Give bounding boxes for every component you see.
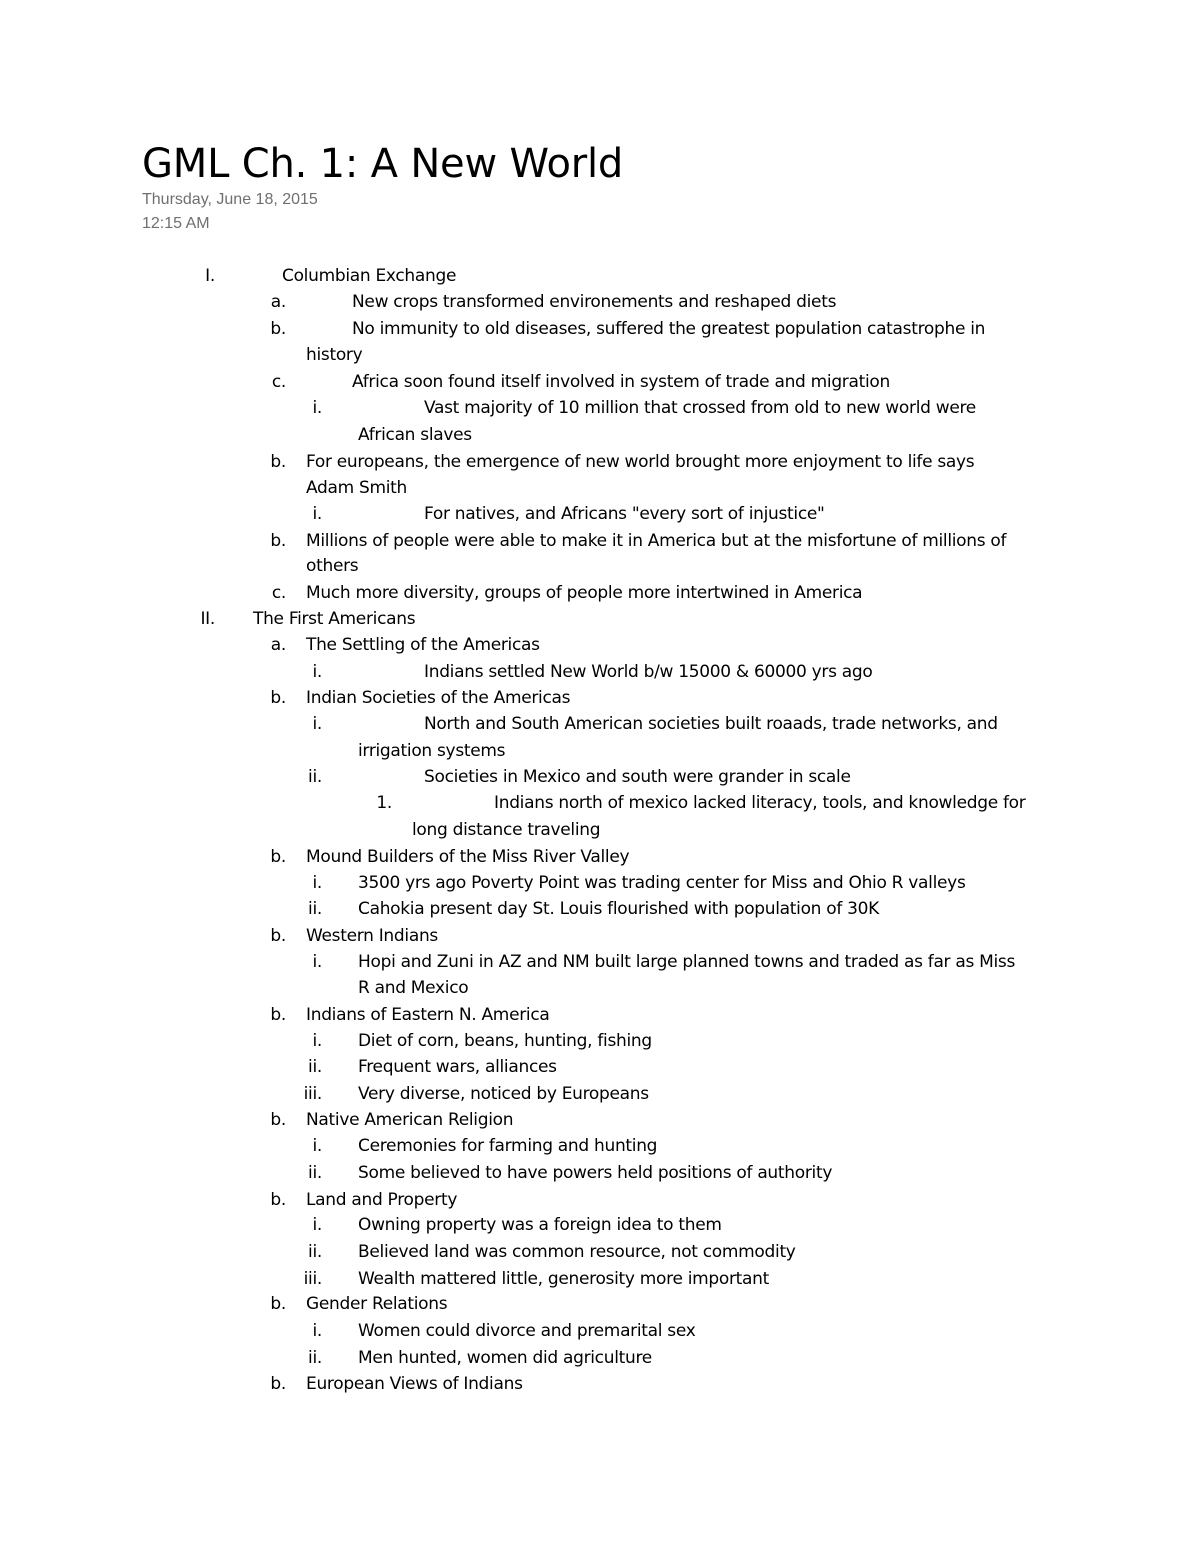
outline-marker: i. [312, 952, 322, 972]
outline-marker: i. [312, 1215, 322, 1235]
outline-marker: b. [270, 1374, 286, 1394]
outline-text: Owning property was a foreign idea to them [358, 1215, 722, 1235]
outline-marker: i. [312, 1031, 322, 1051]
outline-marker: a. [270, 635, 286, 655]
outline-text: 3500 yrs ago Poverty Point was trading center for Miss and Ohio R valleys [358, 873, 966, 893]
outline-marker: b. [270, 926, 286, 946]
outline-text: North and South American societies built roaads, trade networks, and [424, 714, 998, 734]
outline-text: Ceremonies for farming and hunting [358, 1136, 658, 1156]
outline-text: R and Mexico [358, 978, 469, 998]
outline-text: For natives, and Africans "every sort of injustice" [424, 504, 825, 524]
outline-text: African slaves [358, 425, 472, 445]
outline-text: Diet of corn, beans, hunting, fishing [358, 1031, 652, 1051]
outline-text: Indian Societies of the Americas [306, 688, 571, 708]
outline-text: Adam Smith [306, 478, 408, 498]
outline-text: Mound Builders of the Miss River Valley [306, 847, 630, 867]
outline-marker: ii. [308, 767, 322, 787]
outline-text: Some believed to have powers held positions of authority [358, 1163, 833, 1183]
outline-text: others [306, 556, 359, 576]
outline-text: Frequent wars, alliances [358, 1057, 557, 1077]
outline-marker: iii. [303, 1084, 322, 1104]
outline-marker: i. [312, 873, 322, 893]
outline-text: Indians of Eastern N. America [306, 1005, 550, 1025]
outline-marker: b. [270, 1190, 286, 1210]
outline-text: Gender Relations [306, 1294, 448, 1314]
outline-marker: b. [270, 1294, 286, 1314]
outline-marker: 1. [376, 793, 392, 813]
outline-text: Indians north of mexico lacked literacy, tools, and knowledge for [494, 793, 1026, 813]
outline-marker: i. [312, 398, 322, 418]
outline-marker: ii. [308, 1057, 322, 1077]
outline-marker: II. [200, 609, 215, 629]
outline-text: European Views of Indians [306, 1374, 523, 1394]
outline-text: Africa soon found itself involved in system of trade and migration [352, 372, 890, 392]
outline-text: Vast majority of 10 million that crossed from old to new world were [424, 398, 976, 418]
outline-marker: b. [270, 1110, 286, 1130]
outline-text: Believed land was common resource, not commodity [358, 1242, 796, 1262]
outline-text: long distance traveling [412, 820, 601, 840]
outline-marker: c. [271, 583, 286, 603]
outline-marker: ii. [308, 1163, 322, 1183]
outline-marker: b. [270, 319, 286, 339]
outline-marker: b. [270, 847, 286, 867]
outline-text: Women could divorce and premarital sex [358, 1321, 696, 1341]
outline-text: Very diverse, noticed by Europeans [358, 1084, 649, 1104]
outline-text: Native American Religion [306, 1110, 514, 1130]
outline-text: New crops transformed environements and reshaped diets [352, 292, 837, 312]
outline-text: Men hunted, women did agriculture [358, 1348, 652, 1368]
outline-text: Societies in Mexico and south were grander in scale [424, 767, 851, 787]
outline-marker: iii. [303, 1269, 322, 1289]
outline-text: Millions of people were able to make it in America but at the misfortune of millions of [306, 531, 1007, 551]
outline-text: Land and Property [306, 1190, 458, 1210]
outline-text: Western Indians [306, 926, 438, 946]
outline-marker: ii. [308, 1242, 322, 1262]
outline-marker: i. [312, 504, 322, 524]
outline-marker: b. [270, 452, 286, 472]
outline-marker: I. [205, 266, 215, 286]
outline-marker: i. [312, 1136, 322, 1156]
outline-marker: c. [271, 372, 286, 392]
outline-text: Columbian Exchange [282, 266, 457, 286]
outline-text: The Settling of the Americas [306, 635, 540, 655]
outline-marker: ii. [308, 1348, 322, 1368]
outline-marker: i. [312, 714, 322, 734]
outline-marker: b. [270, 531, 286, 551]
outline-marker: b. [270, 1005, 286, 1025]
outline-marker: i. [312, 662, 322, 682]
outline-text: Cahokia present day St. Louis flourished with population of 30K [358, 899, 880, 919]
outline-marker: i. [312, 1321, 322, 1341]
outline-marker: a. [270, 292, 286, 312]
outline-text: Wealth mattered little, generosity more important [358, 1269, 769, 1289]
outline-text: history [306, 345, 363, 365]
outline-text: Hopi and Zuni in AZ and NM built large planned towns and traded as far as Miss [358, 952, 1016, 972]
outline-text: Much more diversity, groups of people more intertwined in America [306, 583, 863, 603]
outline-text: For europeans, the emergence of new world brought more enjoyment to life says [306, 452, 975, 472]
page-title: GML Ch. 1: A New World [142, 141, 624, 187]
outline-marker: b. [270, 688, 286, 708]
note-date: Thursday, June 18, 2015 [142, 191, 318, 208]
outline-text: Indians settled New World b/w 15000 & 60000 yrs ago [424, 662, 873, 682]
outline-marker: ii. [308, 899, 322, 919]
outline-text: No immunity to old diseases, suffered the greatest population catastrophe in [352, 319, 986, 339]
note-time: 12:15 AM [142, 215, 210, 232]
outline-text: irrigation systems [358, 741, 506, 761]
outline-text: The First Americans [253, 609, 416, 629]
